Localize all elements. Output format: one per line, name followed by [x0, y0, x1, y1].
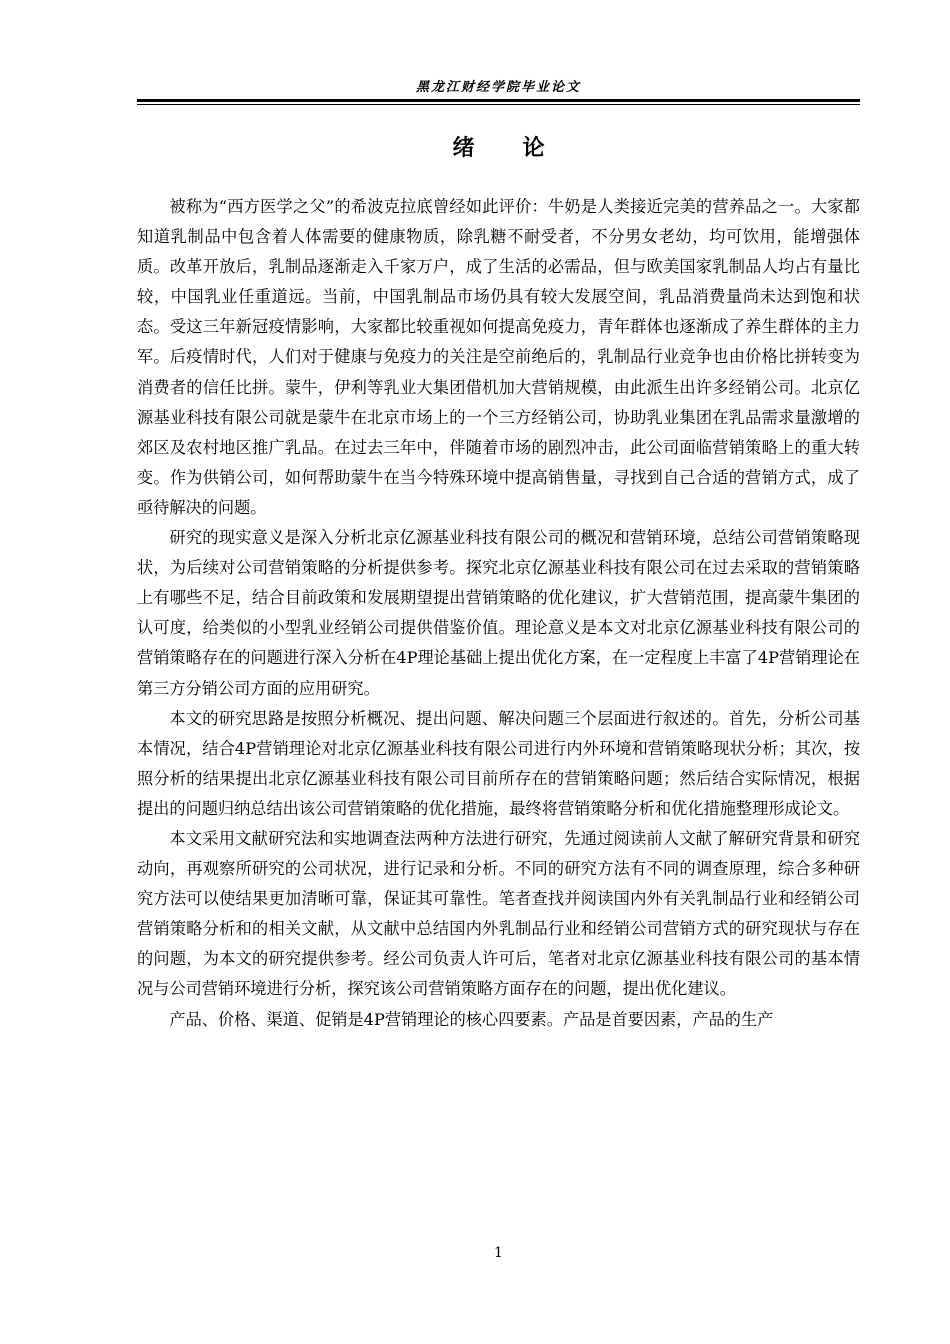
page-number: 1 — [494, 1245, 503, 1261]
paragraph-background: 被称为“西方医学之父”的希波克拉底曾经如此评价：牛奶是人类接近完美的营养品之一。大家都知道乳制品中包含着人体需要的健康物质，除乳糖不耐受者，不分男女老幼，均可饮用，能增强体质。改革开放后，乳制品逐渐走入千家万户，成了生活的必需品，但与欧美国家乳制品人均占有量比较，中国乳业任重道远。当前，中国乳制品市场仍具有较大发展空间，乳品消费量尚未达到饱和状态。受这三年新冠疫情影响，大家都比较重视如何提高免疫力，青年群体也逐渐成了养生群体的主力军。后疫情时代，人们对于健康与免疫力的关注是空前绝后的，乳制品行业竞争也由价格比拼转变为消费者的信任比拼。蒙牛，伊利等乳业大集团借机加大营销规模，由此派生出许多经销公司。北京亿源基业科技有限公司就是蒙牛在北京市场上的一个三方经销公司，协助乳业集团在乳品需求量激增的郊区及农村地区推广乳品。在过去三年中，伴随着市场的剧烈冲击，此公司面临营销策略上的重大转变。作为供销公司，如何帮助蒙牛在当今特殊环境中提高销售量，寻找到自己合适的营销方式，成了亟待解决的问题。 — [137, 197, 860, 517]
body-text — [137, 192, 860, 1035]
paragraph-4p-elements: 产品、价格、渠道、促销是4P营销理论的核心四要素。产品是首要因素，产品的生产 — [169, 1009, 774, 1029]
chapter-title: 绪论 — [452, 136, 593, 161]
paragraph-significance: 研究的现实意义是深入分析北京亿源基业科技有限公司的概况和营销环境，总结公司营销策略现状，为后续对公司营销策略的分析提供参考。探究北京亿源基业科技有限公司在过去采取的营销策略上有哪些不足，结合目前政策和发展期望提出营销策略的优化建议，扩大营销范围，提高蒙牛集团的认可度，给类似的小型乳业经销公司提供借鉴价值。理论意义是本文对北京亿源基业科技有限公司的营销策略存在的问题进行深入分析在4P理论基础上提出优化方案，在一定程度上丰富了4P营销理论在第三方分销公司方面的应用研究。 — [137, 528, 860, 698]
header-rule-thin — [137, 104, 860, 105]
paragraph-research-approach: 本文的研究思路是按照分析概况、提出问题、解决问题三个层面进行叙述的。首先，分析公司基本情况，结合4P营销理论对北京亿源基业科技有限公司进行内外环境和营销策略现状分析；其次，按照分析的结果提出北京亿源基业科技有限公司目前所存在的营销策略问题；然后结合实际情况，根据提出的问题归纳总结出该公司营销策略的优化措施，最终将营销策略分析和优化措施整理形成论文。 — [137, 708, 860, 818]
running-header: 黑龙江财经学院毕业论文 — [415, 80, 581, 95]
header-rule-thick — [137, 99, 860, 102]
paragraph-research-methods: 本文采用文献研究法和实地调查法两种方法进行研究，先通过阅读前人文献了解研究背景和研究动向，再观察所研究的公司状况，进行记录和分析。不同的研究方法有不同的调查原理，综合多种研究方法可以使结果更加清晰可靠，保证其可靠性。笔者查找并阅读国内外有关乳制品行业和经销公司营销策略分析和的相关文献，从文献中总结国内外乳制品行业和经销公司营销方式的研究现状与存在的问题，为本文的研究提供参考。经公司负责人许可后，笔者对北京亿源基业科技有限公司的基本情况与公司营销环境进行分析，探究该公司营销策略方面存在的问题，提出优化建议。 — [137, 828, 860, 999]
